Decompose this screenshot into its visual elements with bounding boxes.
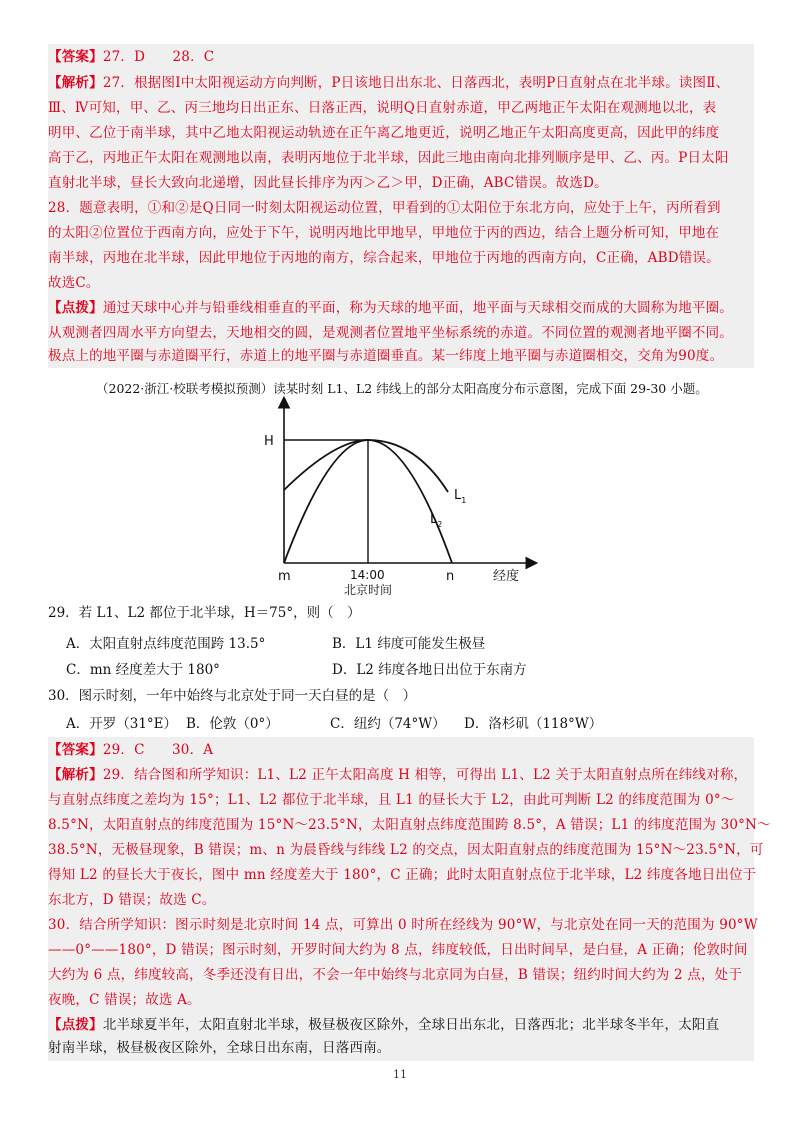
analysis-line: 故选C。 <box>48 275 100 291</box>
analysis-line: 明甲、乙位于南半球，其中乙地太阳视运动轨迹在正午离乙地更近，说明乙地正午太阳高度更高，因此甲的纬度 <box>48 125 720 141</box>
analysis-line: 与直射点纬度之差均为 15°；L1、L2 都位于北半球，且 L1 的昼长大于 L2，由此可判断 L2 的纬度范围为 0°～ <box>48 792 735 808</box>
analysis-text: 27．根据图Ⅰ中太阳视运动方向判断，P日该地日出东北、日落西北，表明P日直射点在北半球。读图Ⅱ、 <box>102 75 730 91</box>
analysis-line: 8.5°N，太阳直射点的纬度范围为 15°N～23.5°N，太阳直射点纬度范围跨 8.5°，A 错误；L1 的纬度范围为 30°N～ <box>48 817 771 833</box>
question-30-stem: 30．图示时刻，一年中始终与北京处于同一天白昼的是（ ） <box>48 688 417 704</box>
analysis-line: Ⅲ、Ⅳ可知，甲、乙、丙三地均日出正东、日落正西，说明Q日直射赤道，甲乙两地正午太阳在观测地以北，表 <box>48 100 717 116</box>
q30-option-a[interactable]: A．开罗（31°E） <box>66 716 178 732</box>
answer-block-29-30 <box>48 737 771 1061</box>
q30-option-d[interactable]: D．洛杉矶（118°W） <box>464 716 603 732</box>
analysis-line: 30．结合所学知识：图示时刻是北京时间 14 点，可算出 0 时所在经线为 90°W，与北京处在同一天的范围为 90°W <box>48 917 758 933</box>
q29-option-b[interactable]: B．L1 纬度可能发生极昼 <box>332 636 486 652</box>
analysis-line <box>48 72 729 94</box>
tip-line <box>48 297 733 319</box>
analysis-tag: 【解析】 <box>48 767 103 783</box>
q29-option-c[interactable]: C．mn 经度差大于 180° <box>66 662 220 678</box>
tip-tag: 【点拨】 <box>48 1017 103 1033</box>
answer-tag: 【答案】 <box>48 49 103 65</box>
x-label-time: 14:00 <box>350 568 385 582</box>
analysis-text: 29．结合图和所学知识：L1、L2 正午太阳高度 H 相等，可得出 L1、L2 关于太阳直射点所在纬线对称， <box>102 767 748 783</box>
analysis-line: ——0°——180°，D 错误；图示时刻，开罗时间大约为 8 点，纬度较低，日出时间早，是白昼，A 正确；伦敦时间 <box>48 942 748 958</box>
x-axis-caption: 北京时间 <box>344 583 393 597</box>
x-label-m: m <box>278 569 291 584</box>
analysis-line: 高于乙，丙地正午太阳在观测地以南，表明丙地位于北半球，因此三地由南向北排列顺序是甲、乙、丙。P日太阳 <box>48 150 729 166</box>
tip-line: 极点上的地平圈与赤道圈平行，赤道上的地平圈与赤道圈垂直。某一纬度上地平圈与赤道圈相交，交角为90度。 <box>48 348 724 364</box>
answer-text: 29．C 30．A <box>102 742 214 758</box>
analysis-tag: 【解析】 <box>48 75 103 91</box>
analysis-line <box>48 764 747 786</box>
analysis-line: 38.5°N，无极昼现象，B 错误；m、n 为晨昏线与纬线 L2 的交点，因太阳直射点的纬度范围为 15°N～23.5°N，可 <box>48 842 764 858</box>
answer-tag: 【答案】 <box>48 742 103 758</box>
tip-text: 通过天球中心并与铅垂线相垂直的平面，称为天球的地平面，地平面与天球相交而成的大圆称为地平圈。 <box>102 300 734 316</box>
curve-l1 <box>284 440 448 492</box>
tip-tag: 【点拨】 <box>48 300 103 316</box>
answer-block-27-28 <box>48 44 754 368</box>
answer-line <box>48 739 213 761</box>
q30-option-b[interactable]: B．伦敦（0°） <box>186 716 279 732</box>
curve-l1-label: $L_1$ <box>454 488 467 505</box>
tip-line <box>48 1014 719 1036</box>
tip-line: 从观测者四周水平方向望去，天地相交的圆，是观测者位置地平坐标系统的赤道。不同位置的观测者地平圈不同。 <box>48 325 733 341</box>
y-label-h: H <box>264 434 274 449</box>
analysis-line: 大约为 6 点，纬度较高，冬季还没有日出，不会一年中始终与北京同为白昼，B 错误；纽约时间大约为 2 点，处于 <box>48 967 743 983</box>
question-29-stem: 29．若 L1、L2 都位于北半球，H＝75°，则（ ） <box>48 605 361 621</box>
question-intro: （2022·浙江·校联考模拟预测）读某时刻 L1、L2 纬线上的部分太阳高度分布示意图，完成下面 29-30 小题。 <box>96 381 708 396</box>
analysis-line: 的太阳②位置位于西南方向，应处于下午，说明丙地比甲地早，甲地位于丙的西边，结合上题分析可知，甲地在 <box>48 225 720 241</box>
q29-option-d[interactable]: D．L2 纬度各地日出位于东南方 <box>332 662 527 678</box>
tip-line: 射南半球，极昼极夜区除外，全球日出东南，日落西南。 <box>48 1040 391 1056</box>
analysis-line: 南半球，丙地在北半球，因此甲地位于丙地的南方，综合起来，甲地位于丙地的西南方向，C正确，ABD错误。 <box>48 250 720 266</box>
tip-text: 北半球夏半年，太阳直射北半球，极昼极夜区除外，全球日出东北，日落西北；北半球冬半年，太阳直 <box>102 1017 720 1033</box>
analysis-line: 夜晚，C 错误；故选 A。 <box>48 992 201 1008</box>
analysis-line: 直射北半球，昼长大致向北递增，因此昼长排序为丙＞乙＞甲，D正确，ABC错误。故选D。 <box>48 175 608 191</box>
page-number: 11 <box>393 1068 407 1081</box>
x-label-n: n <box>446 569 455 584</box>
q30-option-c[interactable]: C．纽约（74°W） <box>330 716 446 732</box>
analysis-line: 东北方，D 错误；故选 C。 <box>48 892 216 908</box>
x-axis-label: 经度 <box>493 569 520 584</box>
answer-text: 27．D 28．C <box>102 49 215 65</box>
answer-line <box>48 46 214 68</box>
curve-l2-label: $L_2$ <box>430 512 443 529</box>
sun-altitude-figure <box>250 395 540 600</box>
analysis-line: 得知 L2 的昼长大于夜长，图中 mn 经度差大于 180°，C 正确；此时太阳直射点位于北半球，L2 纬度各地日出位于 <box>48 867 757 883</box>
analysis-line: 28．题意表明，①和②是Q日同一时刻太阳视运动位置，甲看到的①太阳位于东北方向，应处于上午，丙所看到 <box>48 200 721 216</box>
q29-option-a[interactable]: A．太阳直射点纬度范围跨 13.5° <box>66 636 266 652</box>
